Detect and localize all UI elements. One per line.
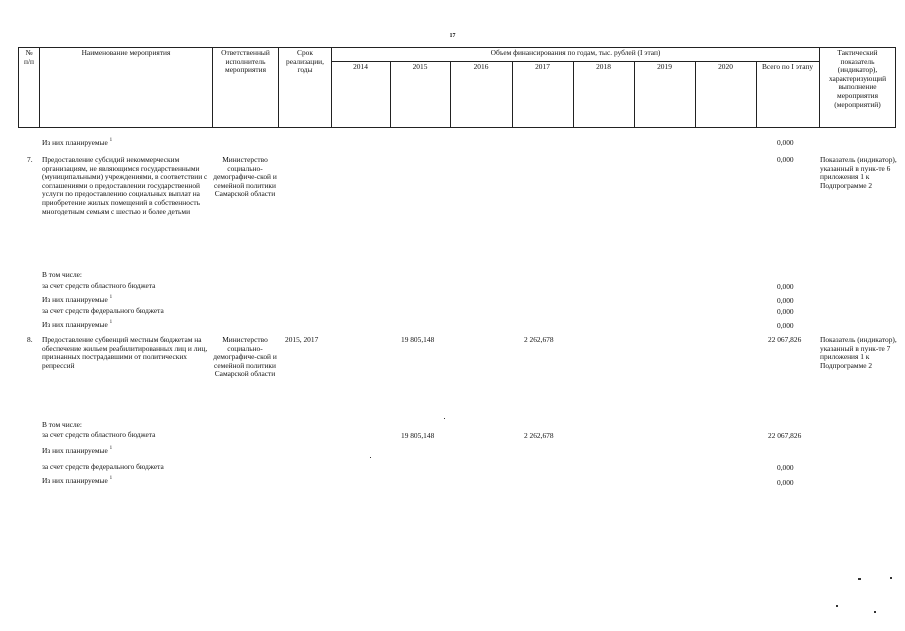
page-number: 17: [449, 33, 456, 39]
scan-speck: [858, 578, 861, 580]
item-8-regional: за счет средств областного бюджета: [42, 430, 156, 439]
header-name: Наименование мероприятия: [81, 48, 171, 57]
scan-speck: [874, 611, 876, 613]
col-border: [39, 47, 40, 128]
item-8-regional-total: 22 067,826: [768, 431, 802, 440]
item-8-federal-total: 0,000: [777, 463, 794, 472]
item-8-name: Предоставление субвенций местным бюджетам на обеспечение жильем реабилитированных лиц и лиц, признанных пострадавшими от политических репрессий: [42, 335, 208, 370]
col-border: [895, 47, 896, 128]
item-8-number: 8.: [27, 335, 33, 344]
item-7-indicator: Показатель (индикатор), указанный в пунк-те 6 приложения 1 к Подпрограмме 2: [820, 155, 897, 190]
item-8-including: В том числе:: [42, 420, 82, 429]
item-8-regional-2017: 2 262,678: [524, 431, 554, 440]
header-year-2016: 2016: [473, 62, 489, 71]
header-year-2015: 2015: [412, 62, 428, 71]
header-period: Срок реализации, годы: [286, 48, 324, 75]
item-8-total: 22 067,826: [768, 335, 802, 344]
item-8-planned-2-total: 0,000: [777, 478, 794, 487]
scan-speck: [444, 418, 445, 419]
item-8-planned-1: Из них планируемые $^1$: [42, 446, 113, 455]
item-7-including: В том числе:: [42, 270, 82, 279]
header-total: Всего по I этапу: [761, 62, 814, 71]
item-7-regional: за счет средств областного бюджета: [42, 281, 156, 290]
item-7-number: 7.: [27, 155, 33, 164]
row-planned: Из них планируемые $^1$: [42, 138, 113, 147]
scan-speck: [370, 457, 371, 458]
scan-speck: [836, 605, 838, 607]
item-8-federal: за счет средств федерального бюджета: [42, 462, 164, 471]
item-7-planned-1-total: 0,000: [777, 296, 794, 305]
item-8-2017: 2 262,678: [524, 335, 554, 344]
header-num: № п/п: [24, 48, 34, 66]
header-year-2018: 2018: [596, 62, 611, 71]
item-7-federal: за счет средств федерального бюджета: [42, 306, 164, 315]
item-8-indicator: Показатель (индикатор), указанный в пунк-те 7 приложения 1 к Подпрограмме 2: [820, 335, 897, 370]
item-8-regional-2015: 19 805,148: [401, 431, 435, 440]
years-separator: [331, 61, 819, 62]
header-year-2020: 2020: [718, 62, 733, 71]
header-indicator: Тактический показатель (индикатор), характеризующий выполнение мероприятия (мероприятий): [828, 48, 887, 109]
item-8-planned-2: Из них планируемые $^1$: [42, 476, 113, 485]
item-8-2015: 19 805,148: [401, 335, 435, 344]
item-8-responsible: Министерство социально-демографиче-ской и семейной политики Самарской области: [213, 335, 277, 379]
item-7-name: Предоставление субсидий некоммерческим организациям, не являющимся государственными (муниципальными) учреждениями, в соответствии с соглашениями о предоставлении государственной услуги по предоставлению социальных выплат на приобретение жилых помещений в собственность многодетным семьям с шестью и более детьми: [42, 155, 208, 216]
header-year-2019: 2019: [657, 62, 672, 71]
item-7-planned-2: Из них планируемые $^1$: [42, 320, 113, 329]
item-7-regional-total: 0,000: [777, 282, 794, 291]
item-7-federal-total: 0,000: [777, 307, 794, 316]
item-8-period: 2015, 2017: [285, 335, 319, 344]
header-bottom-border: [18, 127, 896, 128]
header-responsible: Ответственный исполнитель мероприятия: [221, 48, 270, 75]
header-financing: Объем финансирования по годам, тыс. рублей (I этап): [490, 48, 661, 57]
col-border: [331, 47, 332, 128]
item-7-planned-1: Из них планируемые $^1$: [42, 295, 113, 304]
header-year-2017: 2017: [535, 62, 550, 71]
item-7-planned-2-total: 0,000: [777, 321, 794, 330]
item-7-responsible: Министерство социально-демографиче-ской и семейной политики Самарской области: [213, 155, 277, 199]
header-year-2014: 2014: [353, 62, 368, 71]
scan-speck: [890, 577, 892, 579]
item-7-total: 0,000: [777, 155, 794, 164]
row-planned-total: 0,000: [777, 138, 794, 147]
